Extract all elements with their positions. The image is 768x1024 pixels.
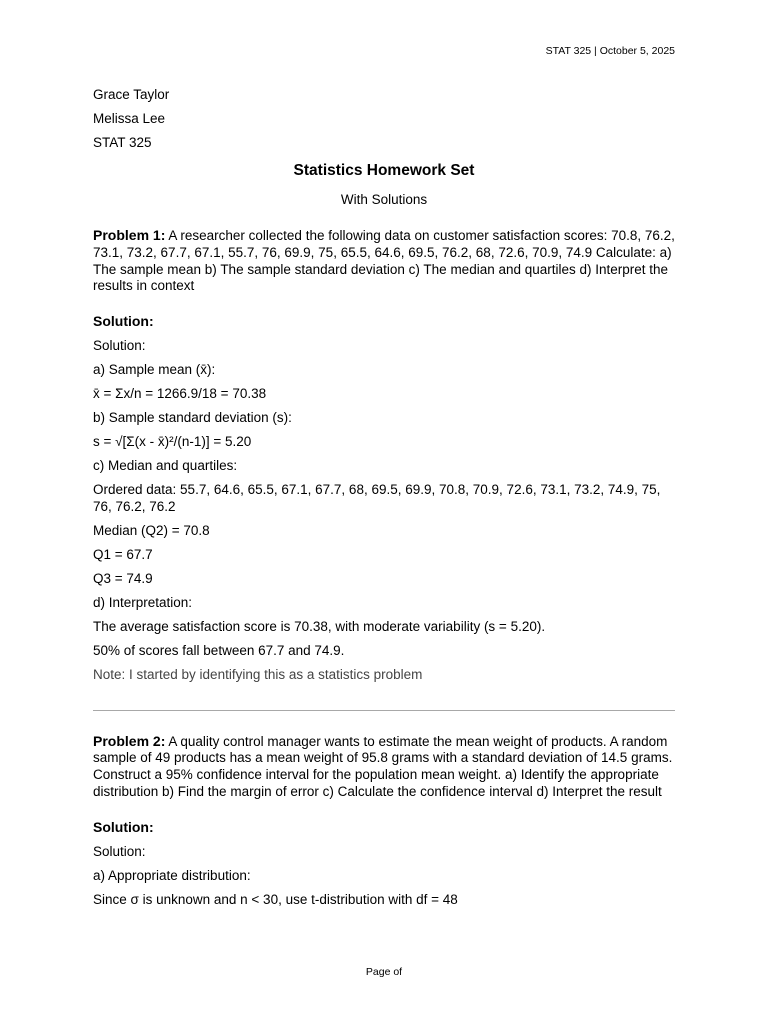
problem-statement (93, 733, 675, 801)
solution-line: b) Sample standard deviation (s): (93, 410, 292, 426)
solution-line: Ordered data: 55.7, 64.6, 65.5, 67.1, 67.7, 68, 69.5, 69.9, 70.8, 70.9, 72.6, 73.1, 73.2, 74.9, 75, 76, 76.2, 76.2 (93, 482, 661, 514)
problem-label: Problem 1: (93, 227, 166, 243)
solution-line: c) Median and quartiles: (93, 458, 238, 474)
problem-label: Problem 2: (93, 732, 166, 749)
document-title: Statistics Homework Set (293, 162, 475, 179)
problem-text: A quality control manager wants to estimate the mean weight of products. A random sample of 49 products has a mean weight of 95.8 grams with a standard deviation of 14.5 grams. Construct a 95% confidence interval for the population mean weight. a) Identify the appropriate distribution b) Find the margin of error c) Calculate the confidence interval d) Interpret the result (93, 733, 673, 799)
solution-line: Median (Q2) = 70.8 (93, 522, 210, 538)
author-name: Grace Taylor (93, 87, 170, 102)
document-body (93, 86, 675, 916)
solution-line: The average satisfaction score is 70.38, with moderate variability (s = 5.20). (93, 618, 546, 634)
solution-line: a) Sample mean (x̄): (93, 362, 216, 378)
solution-line: s = √[Σ(x - x̄)²/(n-1)] = 5.20 (93, 434, 252, 450)
solution-line: Solution: (93, 843, 146, 859)
author-name: Melissa Lee (93, 111, 166, 126)
document-subtitle: With Solutions (340, 192, 428, 207)
course-code: STAT 325 (93, 135, 152, 150)
problem-statement (93, 227, 675, 295)
section-divider (93, 710, 675, 711)
page-header: STAT 325 | October 5, 2025 (545, 45, 675, 57)
solution-note: Note: I started by identifying this as a statistics problem (93, 666, 423, 682)
solution-line: 50% of scores fall between 67.7 and 74.9. (93, 642, 345, 658)
solution-line: Q1 = 67.7 (93, 546, 153, 562)
solution-line: a) Appropriate distribution: (93, 867, 251, 883)
solution-line: d) Interpretation: (93, 594, 193, 610)
solution-line: Since σ is unknown and n < 30, use t-distribution with df = 48 (93, 891, 458, 907)
solution-line: Q3 = 74.9 (93, 570, 153, 586)
solution-line: x̄ = Σx/n = 1266.9/18 = 70.38 (93, 386, 267, 402)
solution-heading: Solution: (93, 313, 154, 330)
page-footer: Page of (365, 966, 403, 978)
solution-heading: Solution: (93, 818, 154, 835)
problem-text: A researcher collected the following data on customer satisfaction scores: 70.8, 76.2, 73.1, 73.2, 67.7, 67.1, 55.7, 76, 69.9, 75, 65.5, 64.6, 69.5, 76.2, 68, 72.6, 70.9, 74.9 Calculate: a) The sample mean b) The sample standard deviation c) The median and quartiles d) Interpret the results in context (93, 228, 675, 294)
solution-line: Solution: (93, 338, 146, 354)
